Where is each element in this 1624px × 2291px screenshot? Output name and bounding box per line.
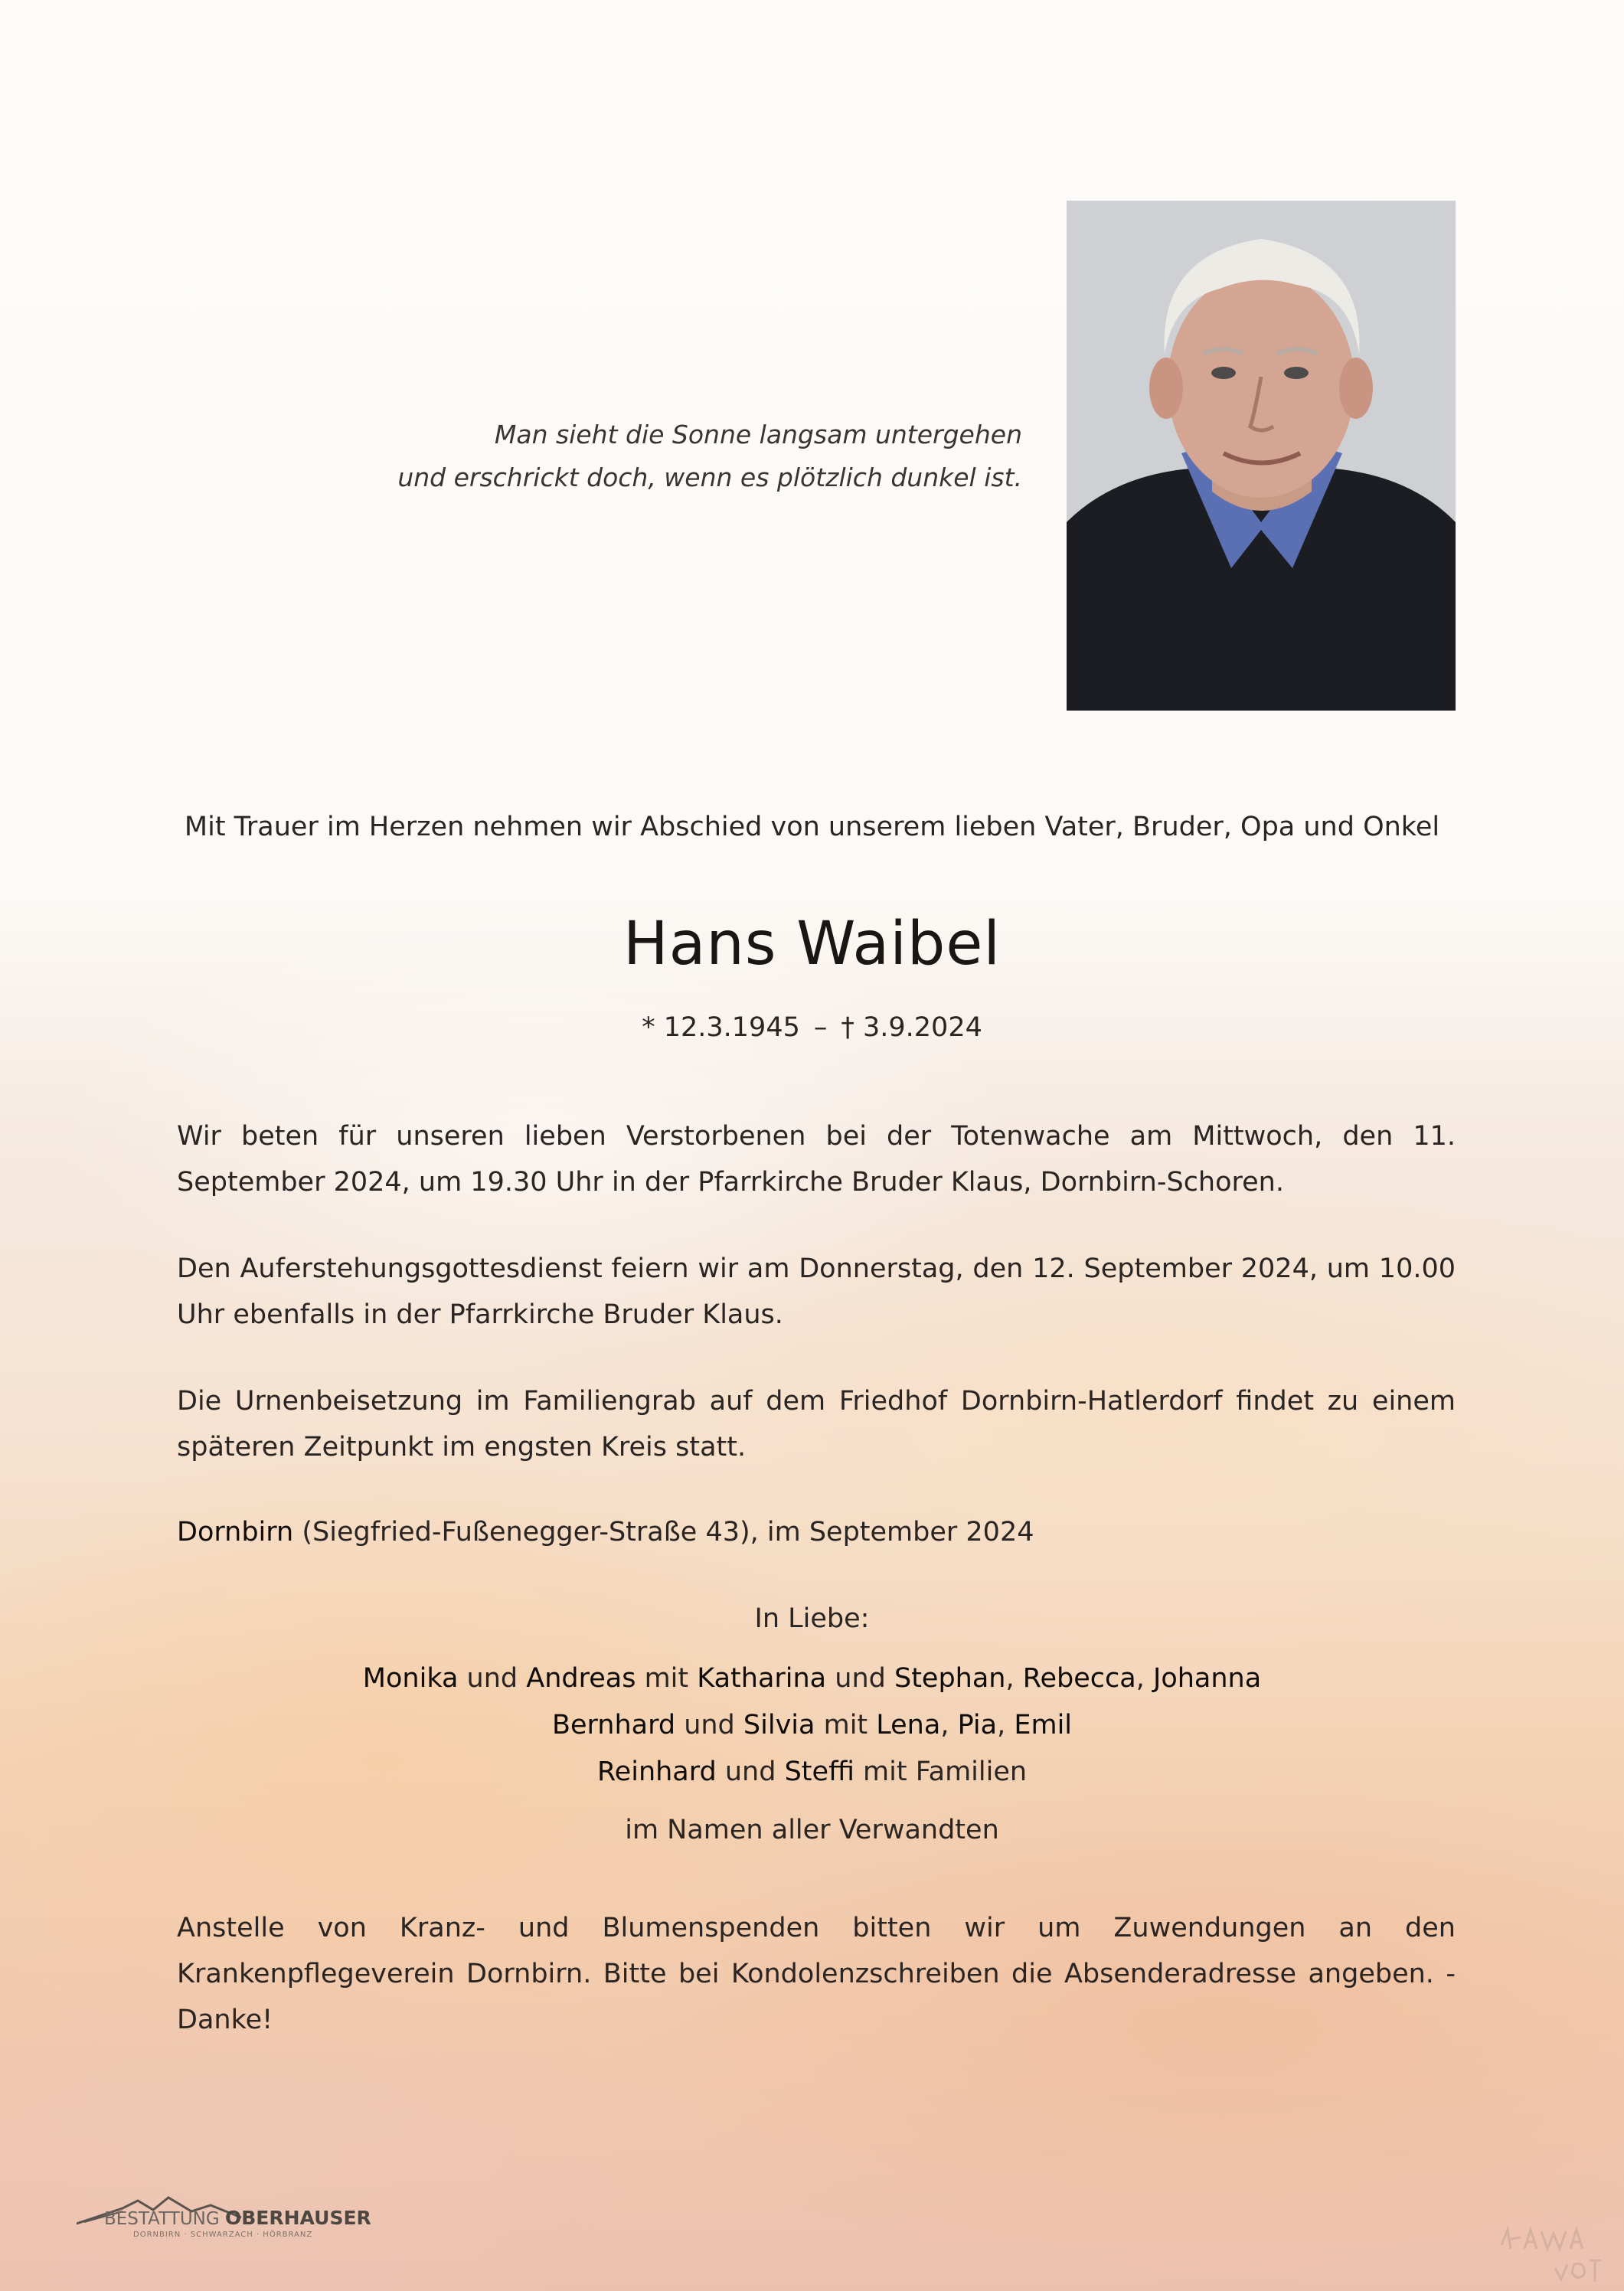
connector: und	[675, 1710, 743, 1740]
burial-paragraph: Die Urnenbeisetzung im Familiengrab auf dem Friedhof Dornbirn-Hatlerdorf findet zu einem späteren Zeitpunkt im engsten Kreis statt.	[177, 1386, 1456, 1463]
funeral-home-logo	[77, 2195, 383, 2248]
connector: ,	[1005, 1663, 1023, 1694]
mourner-name: Stephan	[894, 1663, 1006, 1694]
date-separator: –	[813, 1012, 828, 1043]
place-name: Dornbirn	[177, 1517, 294, 1547]
mourner-name: Reinhard	[596, 1757, 717, 1787]
mourner-name: Pia	[957, 1710, 998, 1740]
mourner-name: Monika	[362, 1663, 459, 1694]
death-date: † 3.9.2024	[841, 1012, 982, 1043]
artist-signature-icon	[1494, 2214, 1609, 2283]
connector: ,	[997, 1710, 1015, 1740]
mourners-line-1	[0, 1663, 1624, 1694]
mourner-name: Emil	[1014, 1710, 1073, 1740]
connector: ,	[1135, 1663, 1153, 1694]
address-date: (Siegfried-Fußenegger-Straße 43), im September 2024	[293, 1517, 1034, 1547]
connector: und	[826, 1663, 894, 1694]
mourners-line-2	[0, 1710, 1624, 1740]
deceased-name: Hans Waibel	[622, 910, 1002, 979]
connector: mit	[815, 1710, 877, 1740]
connector: und	[458, 1663, 527, 1694]
place-date-paragraph	[177, 1509, 1456, 1555]
logo-word-2: OBERHAUSER	[225, 2207, 371, 2229]
portrait-icon	[1067, 201, 1456, 711]
connector: ,	[940, 1710, 958, 1740]
donation-paragraph: Anstelle von Kranz- und Blumenspenden bitten wir um Zuwendungen an den Krankenpflegeverein Dornbirn. Bitte bei Kondolenzschreiben die Absenderadresse angeben. - Danke!	[177, 1913, 1456, 2035]
mourner-name: Bernhard	[551, 1710, 676, 1740]
mourner-name: Katharina	[697, 1663, 827, 1694]
quote-line-1: Man sieht die Sonne langsam untergehen	[494, 420, 1022, 449]
connector: und	[716, 1757, 785, 1787]
in-love-heading: In Liebe:	[754, 1603, 870, 1634]
quote-line-2: und erschrickt doch, wenn es plötzlich dunkel ist.	[397, 462, 1022, 492]
wake-paragraph: Wir beten für unseren lieben Verstorbenen bei der Totenwache am Mittwoch, den 11. September 2024, um 19.30 Uhr in der Pfarrkirche Bruder Klaus, Dornbirn-Schoren.	[177, 1121, 1456, 1198]
logo-subline: DORNBIRN · SCHWARZACH · HÖRBRANZ	[133, 2231, 313, 2239]
connector: mit Familien	[854, 1757, 1028, 1787]
logo-word-1: BESTATTUNG	[104, 2209, 225, 2229]
mourner-name: Steffi	[784, 1757, 854, 1787]
logo-wordmark	[104, 2207, 371, 2229]
mourner-name: Silvia	[743, 1710, 815, 1740]
birth-date: * 12.3.1945	[642, 1012, 800, 1043]
mourner-name: Rebecca	[1022, 1663, 1136, 1694]
connector: mit	[636, 1663, 698, 1694]
quote	[333, 413, 1022, 499]
mourner-name: Lena	[876, 1710, 941, 1740]
life-dates	[0, 1012, 1624, 1043]
relatives-line: im Namen aller Verwandten	[625, 1815, 999, 1845]
mourner-name: Andreas	[526, 1663, 636, 1694]
portrait-photo	[1067, 201, 1456, 711]
mourner-name: Johanna	[1153, 1663, 1262, 1694]
service-paragraph: Den Auferstehungsgottesdienst feiern wir am Donnerstag, den 12. September 2024, um 10.00 Uhr ebenfalls in der Pfarrkirche Bruder Klaus.	[177, 1253, 1456, 1330]
mourners-line-3	[0, 1757, 1624, 1787]
intro-text: Mit Trauer im Herzen nehmen wir Abschied von unserem lieben Vater, Bruder, Opa und Onkel	[184, 812, 1440, 842]
